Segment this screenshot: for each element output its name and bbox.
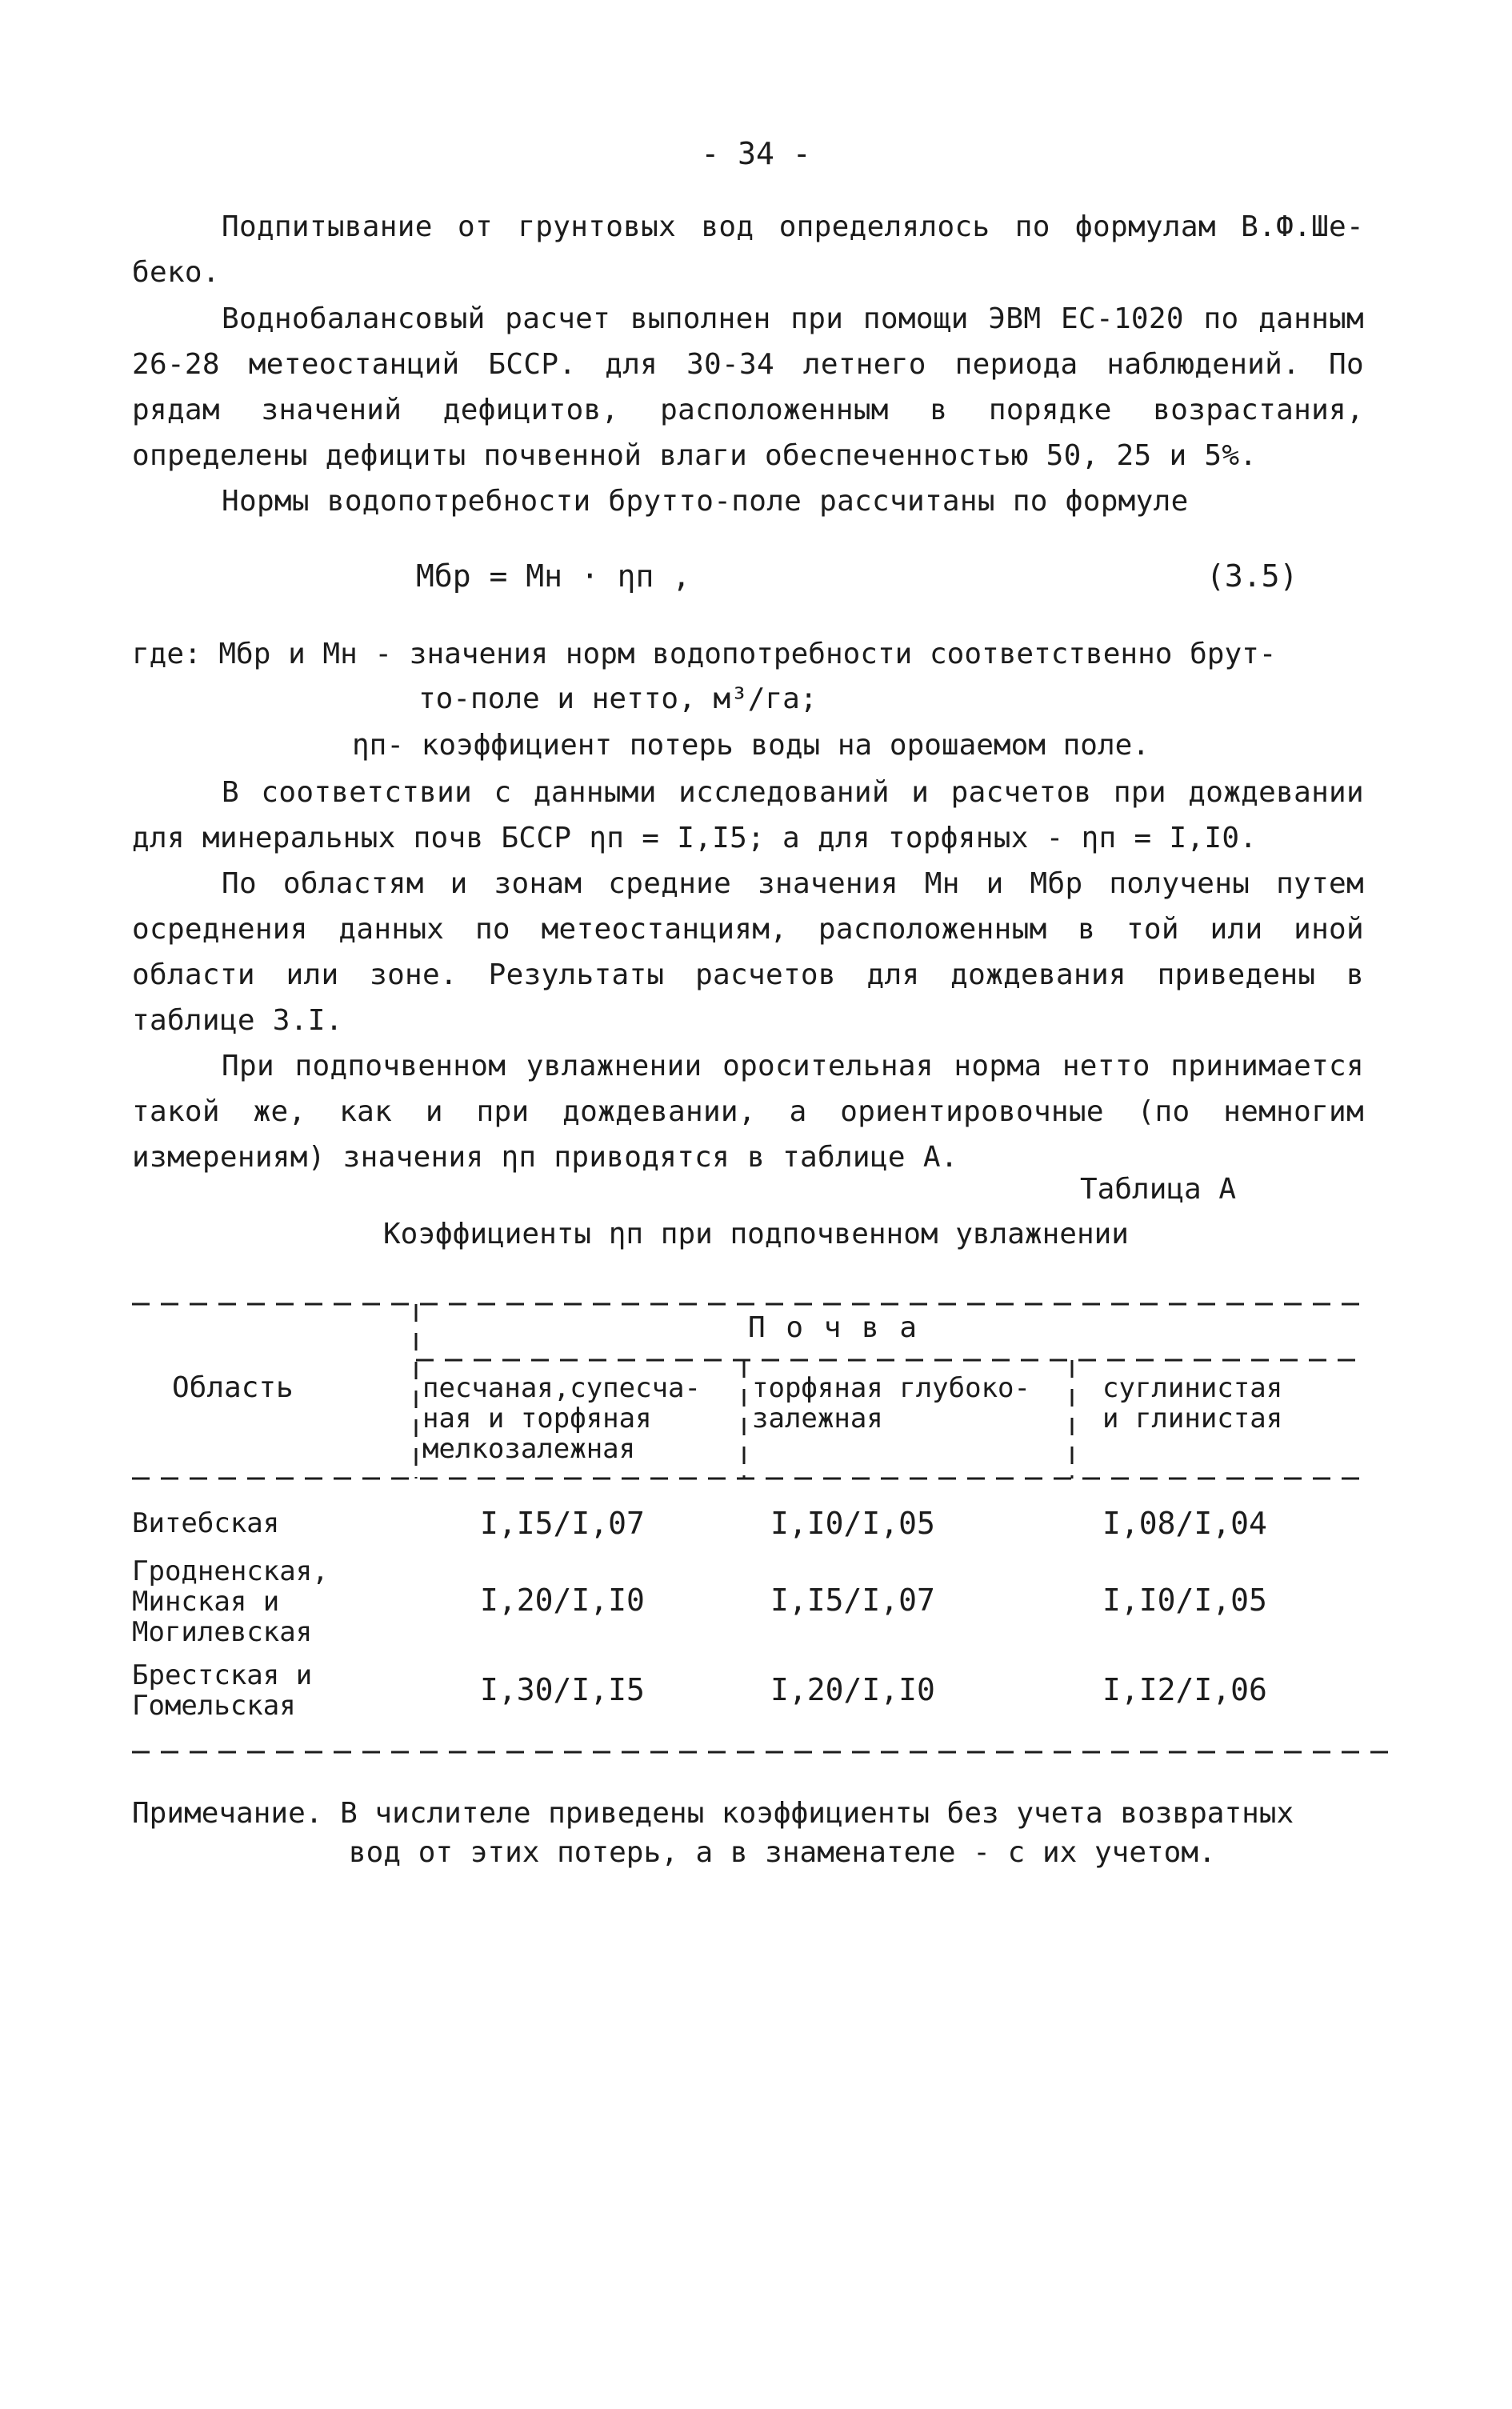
table-cell: I,20/I,I0 [480,1583,645,1618]
row-region-line: Гомельская [132,1690,296,1722]
paragraph-6: При подпочвенном увлажнении оросительная норма нетто принимается такой же, как и при дождевании, а ориентировочные (по немногим измерениям) значения ηп приводятся в таблице А. [132,1050,1364,1174]
where-line-2: то-поле и нетто, м³/га; [418,682,818,715]
header-col-1-line: ная и торфяная [422,1403,652,1435]
header-col-2 [752,1373,1030,1434]
header-soil-group: П о ч в а [748,1311,919,1344]
page-number: - 34 - [701,136,811,171]
row-region-line: Минская и [132,1586,280,1618]
header-col-2-line: торфяная глубоко- [752,1372,1030,1404]
row-region-line: Брестская и [132,1659,313,1691]
paragraph-4: В соответствии с данными исследований и расчетов при дождевании для минеральных почв БССР ηп = I,I5; а для торфяных - ηп = I,I0. [132,776,1364,854]
table-cell: I,20/I,I0 [770,1672,935,1707]
header-col-3-line: и глинистая [1102,1403,1283,1435]
formula: Mбр = Mн · ηп , [416,558,691,594]
header-col-1 [422,1373,701,1464]
table-cell: I,08/I,04 [1102,1506,1267,1541]
header-col-3-line: суглинистая [1102,1372,1283,1404]
where-line-1: где: Mбр и Mн - значения норм водопотребности соответственно брут- [132,638,1277,670]
row-region-line: Гродненская, [132,1555,329,1587]
header-region: Область [172,1371,294,1404]
table-cell: I,I5/I,07 [770,1583,935,1618]
table-caption: Таблица А [1080,1173,1237,1206]
paragraph-5: По областям и зонам средние значения Mн и Mбр получены путем осреднения данных по метеостанциям, расположенным в той или иной области или зоне. Результаты расчетов для дождевания приведены в таблице 3.I. [132,867,1364,1037]
table-cell: I,30/I,I5 [480,1672,645,1707]
note-line-1: Примечание. В числителе приведены коэффициенты без учета возвратных [132,1797,1294,1830]
header-col-3 [1102,1373,1282,1434]
table-title: Коэффициенты ηп при подпочвенном увлажнении [383,1218,1129,1251]
table-cell: I,I0/I,05 [770,1506,935,1541]
where-line-3: ηп- коэффициент потерь воды на орошаемом поле. [352,729,1150,762]
paragraph-2: Воднобалансовый расчет выполнен при помощи ЭВМ ЕС-1020 по данным 26-28 метеостанций БССР. для 30-34 летнего периода наблюдений. По рядам значений дефицитов, расположенным в порядке возрастания, определены дефициты почвенной влаги обеспеченностью 50, 25 и 5%. [132,302,1364,472]
row-region [132,1660,312,1721]
row-region-line: Могилевская [132,1616,313,1648]
row-region [132,1508,279,1539]
note-line-2: вод от этих потерь, а в знаменателе - с их учетом. [349,1836,1216,1869]
table-cell: I,I5/I,07 [480,1506,645,1541]
table-cell: I,I2/I,06 [1102,1672,1267,1707]
row-region-line: Витебская [132,1507,280,1539]
paragraph-3: Нормы водопотребности брутто-поле рассчитаны по формуле [222,485,1189,518]
formula-number: (3.5) [1206,558,1298,594]
paragraph-1: Подпитывание от грунтовых вод определялось по формулам В.Ф.Ше-беко. [132,210,1364,289]
table-cell: I,I0/I,05 [1102,1583,1267,1618]
header-col-2-line: залежная [752,1403,883,1435]
header-col-1-line: мелкозалежная [422,1433,636,1465]
row-region [132,1556,329,1647]
header-col-1-line: песчаная,супесча- [422,1372,701,1404]
